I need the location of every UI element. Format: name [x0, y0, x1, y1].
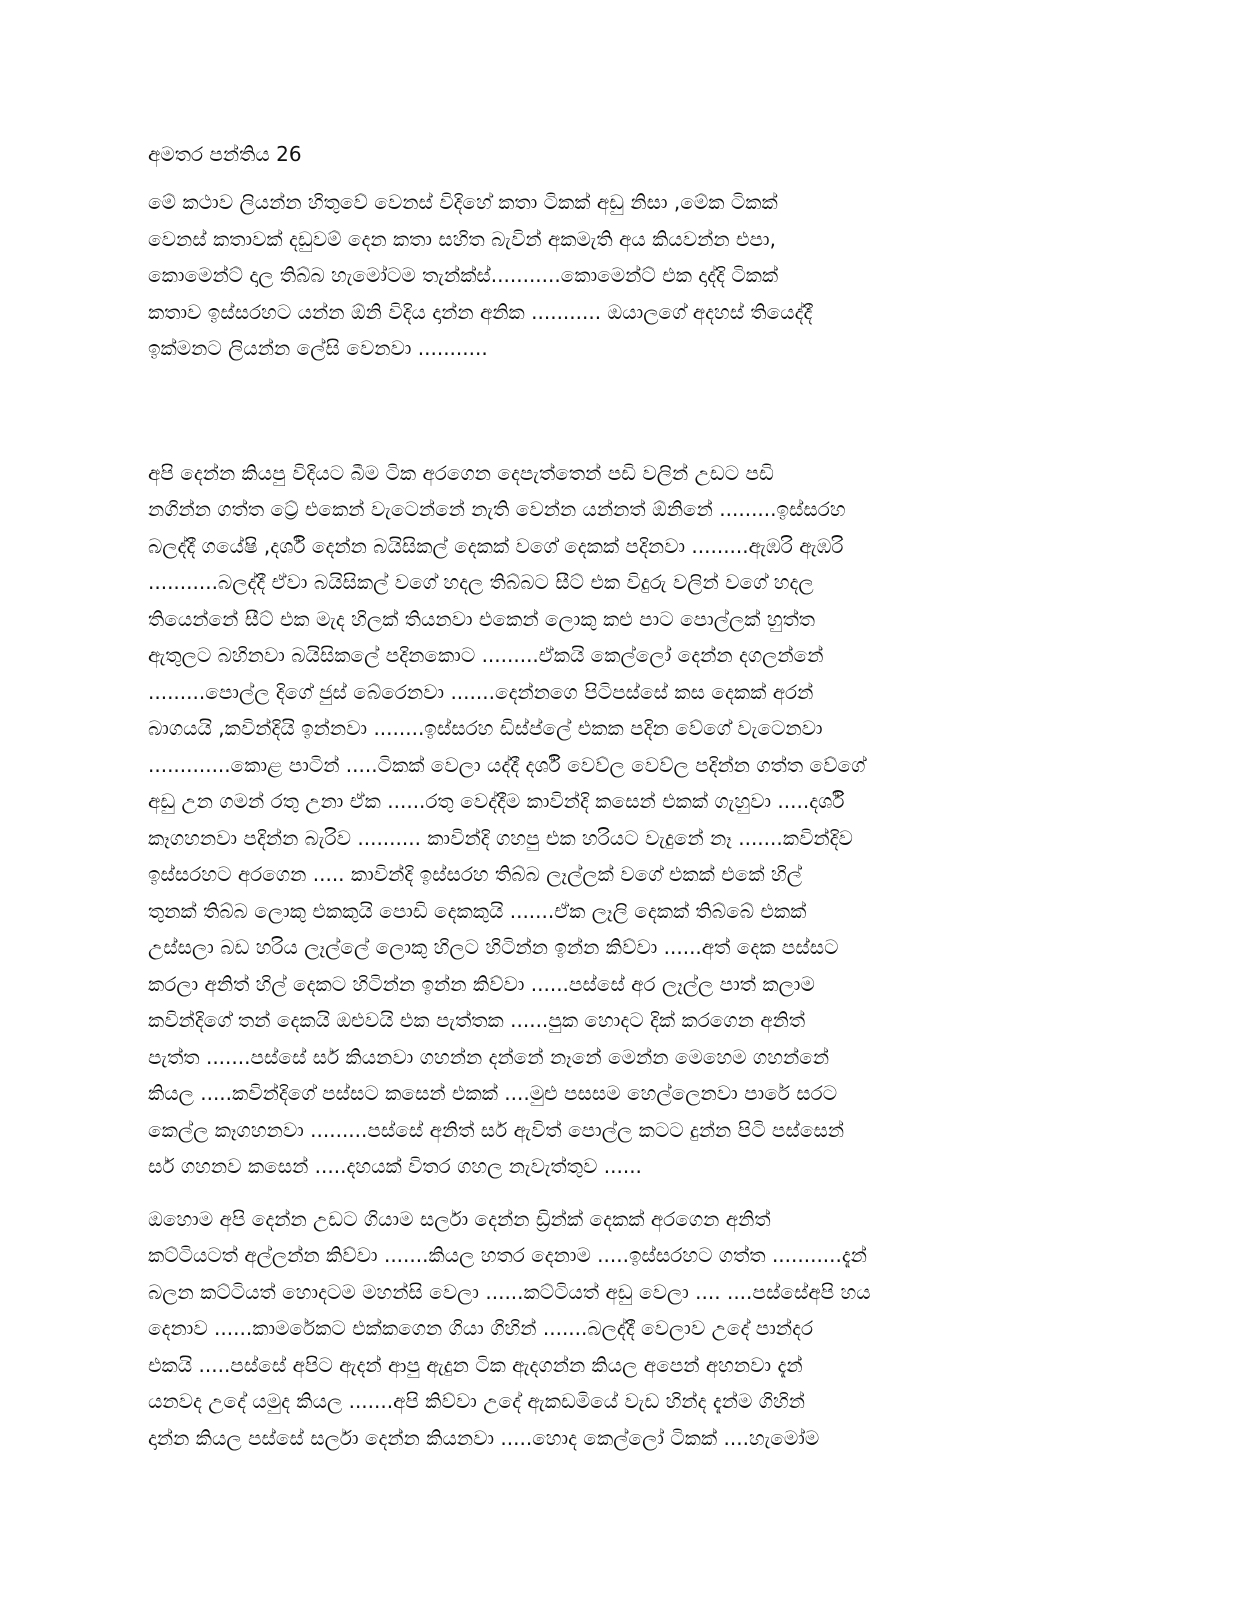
- text-line: දාන්න කියල පස්සේ සර්ලා දෙන්න කියනවා .....හොද කෙල්ලෝ ටිකක් ....හැමෝම: [148, 1425, 820, 1450]
- text-line: යනවද උදේ යමුද කියල .......අපි කිව්වා උදේ ඇකඩමියේ වැඩ හින්ද දැන්ම ගිහින්: [148, 1389, 806, 1413]
- document-body: [148, 140, 1088, 1456]
- text-line: කියල .....කවින්දිගේ පස්සට කසෙන් එකක් ....මුළු පසසම හෙල්ලෙනවා පාරේ සරට: [148, 1081, 838, 1105]
- text-line: ඉස්සරහට අරගෙන ..... කාවින්දි ඉස්සරහ තිබ්බ ලෑල්ලක් වගේ එකක් එකේ හිල්: [148, 862, 802, 886]
- text-line: බලන කට්ටියත් හොදටම මහන්සි වෙලා ......කට්ටියත් අඩු වෙලා .... ....පස්සේඅපි හය: [148, 1279, 871, 1304]
- text-line: බලද්දී ගයේෂි ,දර්ශි දෙන්න බයිසිකල් දෙකක් වගේ දෙකක් පදිනවා .........ඇඹරි ඇඹරි: [148, 533, 844, 558]
- text-line: නගින්න ගත්ත ට්‍රේ එකෙන් වැටෙන්නේ නැති වෙන්න යන්නත් ඕනිනේ .........ඉස්සරහ: [148, 497, 846, 521]
- text-line: කොමෙන්ට් දාල තිබ්බ හැමෝටම තැන්ක්ස්...........කොමෙන්ට් එක දාද්දි ටිකක්: [148, 263, 779, 287]
- paragraph-story-2: [148, 1201, 1088, 1457]
- text-line: ...........බලද්දී ඒවා බයිසිකල් වගේ හදල තිබ්බට සීට් එක විදුරු වලින් වගේ හදල: [148, 570, 814, 594]
- text-line: දෙනාව ......කාමරේකට එක්කගෙන ගියා ගිහින් .......බලද්දී වෙලාව උදේ පාන්දර: [148, 1316, 814, 1340]
- text-line: එකයි .....පස්සේ අපිට ඇදන් ආපු ඇදුන ටික ඇදගන්න කියල අපෙන් අහනවා දැන්: [148, 1352, 803, 1377]
- paragraph-spacer: [148, 1185, 1088, 1201]
- text-line: කෑගහනවා පදින්න බැරිව .......... කාවින්දි ගහපු එක හරියට වැදුනේ නෑ .......කවින්දිව: [148, 825, 853, 850]
- text-line: උස්සලා බඩ හරිය ලෑල්ලේ ලොකු හිලට හිටින්න ඉන්න කිව්වා ......අත් දෙක පස්සට: [148, 935, 839, 959]
- text-line: සර් ගහනව කසෙන් .....දහයක් විතර ගහල නැවැත්තුව ......: [148, 1154, 642, 1178]
- text-line: .........පොල්ල දිගේ ජුස් බේරෙනවා .......දෙන්නගෙ පිටිපස්සේ කස දෙකක් අරන්: [148, 679, 814, 704]
- text-line: ඔහොම අපි දෙන්න උඩට ගියාම සර්ලා දෙන්න ඩ්‍රින්ක් දෙකක් අරගෙන අනිත්: [148, 1206, 771, 1231]
- text-line: කතාව ඉස්සරහට යන්න ඕනි විදිය දාන්න අනික ........... ඔයාලගේ අදහස් තියෙද්දී: [148, 299, 813, 324]
- text-line: තියෙන්නේ සීට් එක මැද හිලක් තියනවා එකෙන් ලොකු කළු පාට පොල්ලක් හුත්ත: [148, 606, 816, 631]
- text-line: ඉක්මනට ලියන්න ලේසි වෙනවා ...........: [148, 336, 488, 360]
- text-line: කවින්දිගේ තන් දෙකයි ඔළුවයි එක පැත්තක ......පුක හොදට දික් කරගෙන අනිත්: [148, 1008, 806, 1032]
- text-line: කෙල්ල කෑගහනවා .........පස්සේ අනිත් සර් ඇවිත් පොල්ල කටට දුන්න පිටි පස්සෙන්: [148, 1117, 845, 1142]
- paragraph-spacer: [148, 367, 1088, 455]
- text-line: අඩු උන ගමන් රතු උනා ඒක ......රතු වෙද්දීම කාවින්දි කසෙන් එකක් ගැහුවා .....දර්ශි: [148, 789, 845, 813]
- text-line: කට්ටියටත් අල්ලන්න කිව්වා .......කියල හතර දෙනාම .....ඉස්සරහට ගත්ත ...........දැන්: [148, 1243, 867, 1267]
- page-title: අමතර පන්තිය 26: [148, 142, 302, 166]
- paragraph-story-1: [148, 455, 1088, 1185]
- text-line: .............කොළ පාටින් .....ටිකක් වෙලා යද්දී දර්ශි වෙව්ල වෙව්ල පදින්න ගත්ත වේගේ: [148, 752, 866, 777]
- text-line: කරලා අනිත් හිල් දෙකට හිටින්න ඉන්න කිව්වා ......පස්සේ අර ලෑල්ල පාත් කලාම: [148, 971, 815, 996]
- text-line: බාගයයි ,කවින්දියි ඉන්නවා ........ඉස්සරහ ඩිස්ප්ලේ එකක පදින වේගේ වැටෙනවා: [148, 716, 823, 740]
- text-line: වෙනස් කතාවක් දඩුවම් දෙන කතා සහිත බැවින් අකමැති අය කියවන්න එපා,: [148, 226, 776, 251]
- paragraph-intro: [148, 184, 1088, 367]
- text-line: අපි දෙන්න කියපු විදියට බීම ටික අරගෙන දෙපැත්තෙන් පඩි වලින් උඩට පඩි: [148, 460, 774, 485]
- text-line: ඇතුලට බහිනවා බයිසිකලේ පදිනකොට .........ඒකයි කෙල්ලෝ දෙන්න දගලන්නේ: [148, 643, 824, 667]
- text-line: පැත්ත .......පස්සේ සර් කියනවා ගහන්න දන්නේ නෑනේ මෙන්න මෙහෙම ගහන්නේ: [148, 1044, 830, 1069]
- text-line: තුනක් තිබ්බ ලොකු එකකුයි පොඩි දෙකකුයි .......ඒක ලෑලි දෙකක් තිබ්බේ එකක්: [148, 898, 807, 923]
- text-line: මේ කථාව ලියන්න හිතුවේ වෙනස් විදිහේ කතා ටිකක් අඩු නිසා ,මේක ටිකක්: [148, 190, 778, 214]
